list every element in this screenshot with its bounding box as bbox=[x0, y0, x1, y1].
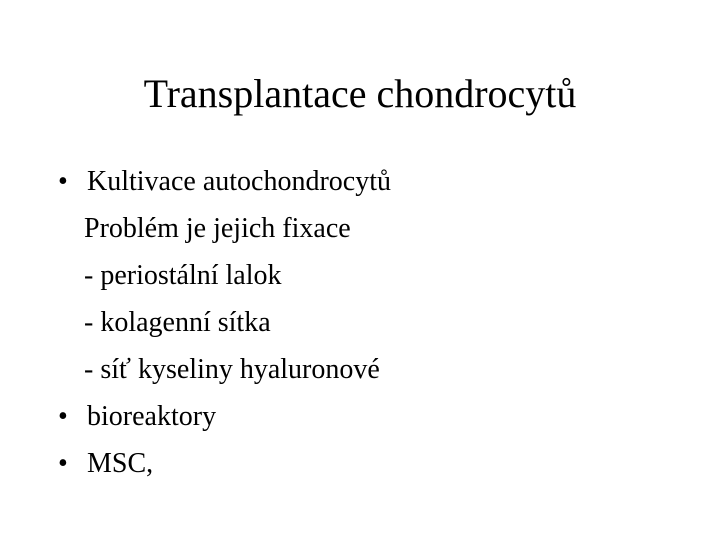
sub-line-text: - periostální lalok bbox=[84, 260, 282, 291]
sub-line bbox=[58, 346, 698, 393]
sub-line bbox=[58, 205, 698, 252]
slide-title: Transplantace chondrocytů bbox=[143, 71, 577, 116]
sub-line-text: - síť kyseliny hyaluronové bbox=[84, 354, 380, 385]
bullet-icon: • bbox=[58, 401, 68, 432]
sub-line-text: Problém je jejich fixace bbox=[84, 213, 351, 244]
list-item bbox=[58, 440, 698, 487]
sub-line bbox=[58, 252, 698, 299]
bullet-icon: • bbox=[58, 166, 68, 197]
list-item-text: Kultivace autochondrocytů bbox=[87, 166, 392, 197]
bullet-list bbox=[58, 158, 698, 487]
list-item bbox=[58, 393, 698, 440]
list-item bbox=[58, 158, 698, 205]
list-item-text: MSC, bbox=[87, 448, 154, 479]
list-item-text: bioreaktory bbox=[87, 401, 217, 432]
bullet-icon: • bbox=[58, 448, 68, 479]
sub-line-text: - kolagenní sítka bbox=[84, 307, 271, 338]
sub-line bbox=[58, 299, 698, 346]
